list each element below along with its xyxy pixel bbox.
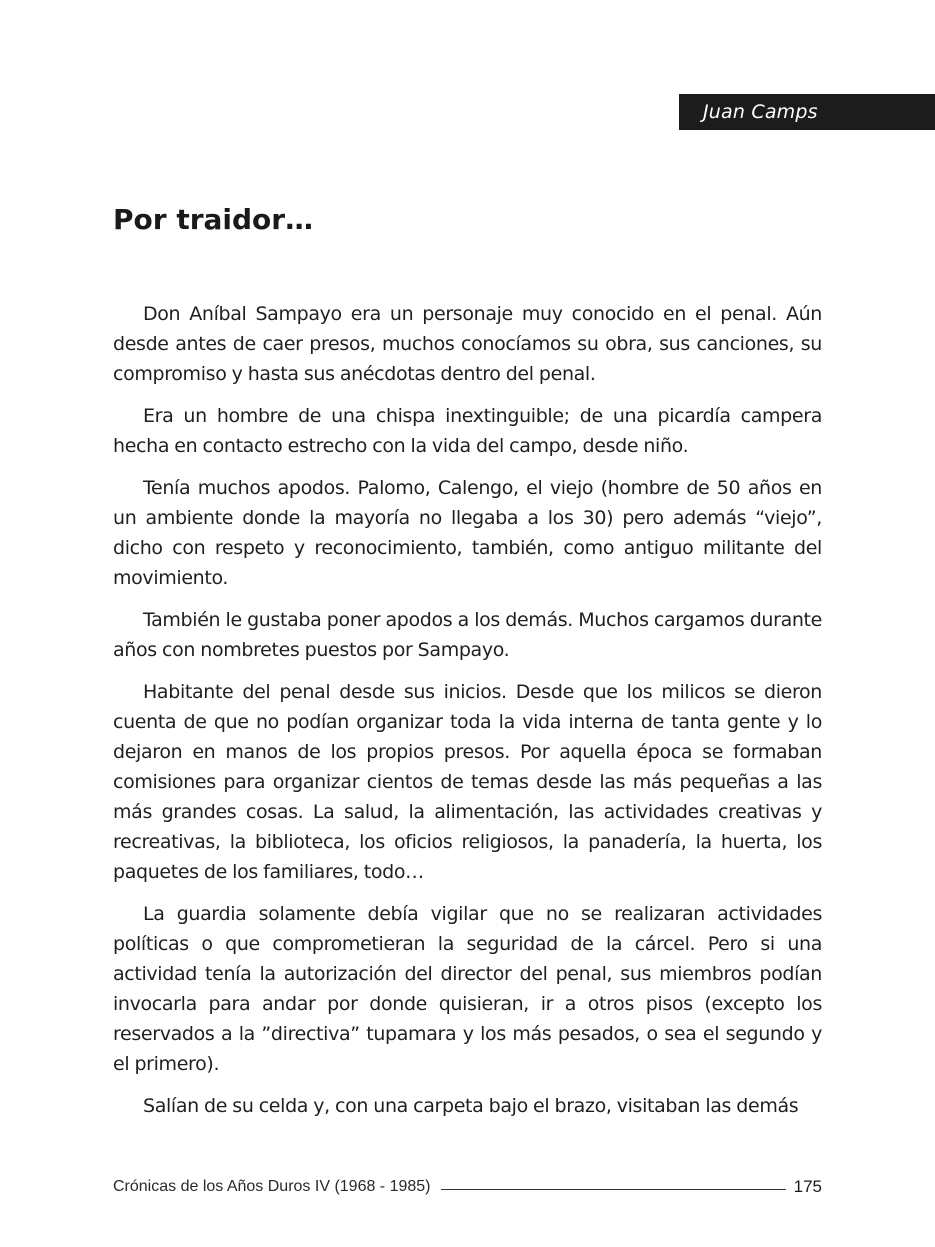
author-header-tab <box>679 94 935 130</box>
author-name: Juan Camps <box>703 101 818 123</box>
paragraph: Don Aníbal Sampayo era un personaje muy conocido en el penal. Aún desde antes de caer presos, muchos conocíamos su obra, sus canciones, su compromiso y hasta sus anécdotas dentro del penal. <box>113 303 822 385</box>
body-text <box>113 299 822 1133</box>
paragraph: Era un hombre de una chispa inextinguible; de una picardía campera hecha en contacto estrecho con la vida del campo, desde niño. <box>113 405 822 457</box>
page-number: 175 <box>793 1177 822 1196</box>
paragraph: Tenía muchos apodos. Palomo, Calengo, el viejo (hombre de 50 años en un ambiente donde la mayoría no llegaba a los 30) pero además “viejo”, dicho con respeto y reconocimiento, también, como antiguo militante del movimiento. <box>113 477 822 589</box>
paragraph: Salían de su celda y, con una carpeta bajo el brazo, visitaban las demás <box>143 1095 799 1117</box>
paragraph: También le gustaba poner apodos a los demás. Muchos cargamos durante años con nombretes puestos por Sampayo. <box>113 609 822 661</box>
chapter-title: Por traidor… <box>113 203 314 236</box>
paragraph: Habitante del penal desde sus inicios. Desde que los milicos se dieron cuenta de que no podían organizar toda la vida interna de tanta gente y lo dejaron en manos de los propios presos. Por aquella época se formaban comisiones para organizar cientos de temas desde las más pequeñas a las más grandes cosas. La salud, la alimentación, las actividades creativas y recreativas, la biblioteca, los oficios religiosos, la panadería, la huerta, los paquetes de los familiares, todo… <box>113 681 822 883</box>
page-footer <box>113 1172 822 1202</box>
paragraph: La guardia solamente debía vigilar que no se realizaran actividades políticas o que comprometieran la seguridad de la cárcel. Pero si una actividad tenía la autorización del director del penal, sus miembros podían invocarla para andar por donde quisieran, ir a otros pisos (excepto los reservados a la ”directiva” tupamara y los más pesados, o sea el segundo y el primero). <box>113 903 822 1075</box>
footer-book-title: Crónicas de los Años Duros IV (1968 - 1985) <box>113 1178 431 1195</box>
footer-divider <box>441 1189 786 1190</box>
